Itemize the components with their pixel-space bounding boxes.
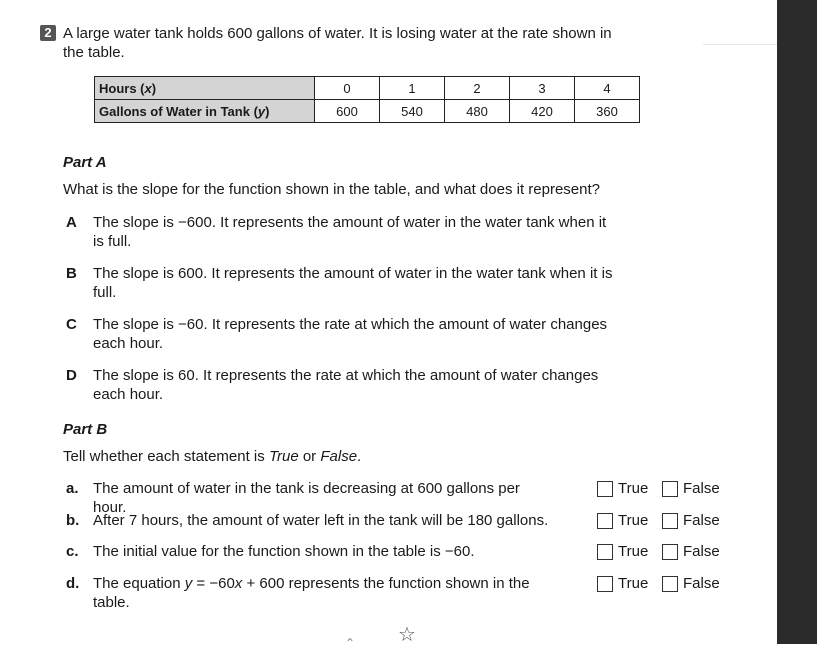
table-cell: 480 [445,100,510,123]
star-doodle-icon: ☆ [398,624,416,646]
question-number-badge: 2 [40,25,56,41]
choice-text: The slope is 60. It represents the rate at which the amount of water changes each hour. [93,367,599,403]
false-checkbox[interactable] [662,481,678,497]
table-cell: 420 [510,100,575,123]
choice-letter: B [66,265,77,282]
false-checkbox[interactable] [662,513,678,529]
false-option[interactable]: False [662,511,720,530]
part-b-prompt: Tell whether each statement is True or False. [63,448,362,465]
choice-letter: C [66,316,77,333]
statement-text: The initial value for the function shown in the table is −60. [93,543,475,560]
choice-text: The slope is −60. It represents the rate at which the amount of water changes each hour. [93,316,608,352]
divider-line [703,44,777,45]
true-checkbox[interactable] [597,544,613,560]
table-header-hours: Hours (x) [95,77,315,100]
true-checkbox[interactable] [597,513,613,529]
part-a-title: Part A [63,154,107,171]
false-option[interactable]: False [662,479,720,498]
table-row-hours [95,77,640,100]
false-checkbox[interactable] [662,544,678,560]
table-row-gallons [95,100,640,123]
decorative-mark-icon: ⌃ [345,636,356,650]
statement-letter: c. [66,543,79,560]
water-data-table [94,76,640,123]
statement-letter: b. [66,512,80,529]
statement-text: After 7 hours, the amount of water left in the tank will be 180 gallons. [93,512,549,529]
statement-letter: a. [66,480,79,497]
table-cell: 0 [315,77,380,100]
choice-text: The slope is −600. It represents the amount of water in the water tank when it is full. [93,214,607,250]
dark-side-panel [777,0,817,644]
table-cell: 4 [575,77,640,100]
table-cell: 540 [380,100,445,123]
true-checkbox[interactable] [597,576,613,592]
question-stem: A large water tank holds 600 gallons of water. It is losing water at the rate shown in the table. [63,25,612,61]
statement-text: The amount of water in the tank is decreasing at 600 gallons per hour. [93,480,520,516]
table-cell: 1 [380,77,445,100]
false-option[interactable]: False [662,574,720,593]
choice-letter: A [66,214,77,231]
true-checkbox[interactable] [597,481,613,497]
table-cell: 2 [445,77,510,100]
true-option[interactable]: True [597,574,648,593]
table-cell: 360 [575,100,640,123]
part-a-prompt: What is the slope for the function shown in the table, and what does it represent? [63,181,600,198]
table-header-gallons: Gallons of Water in Tank (y) [95,100,315,123]
statement-text: The equation y = −60x + 600 represents the function shown in the table. [93,575,530,611]
part-b-title: Part B [63,421,108,438]
choice-text: The slope is 600. It represents the amount of water in the water tank when it is full. [93,265,613,301]
choice-letter: D [66,367,77,384]
table-cell: 3 [510,77,575,100]
table-cell: 600 [315,100,380,123]
true-option[interactable]: True [597,542,648,561]
statement-letter: d. [66,575,80,592]
false-checkbox[interactable] [662,576,678,592]
true-option[interactable]: True [597,511,648,530]
false-option[interactable]: False [662,542,720,561]
true-option[interactable]: True [597,479,648,498]
